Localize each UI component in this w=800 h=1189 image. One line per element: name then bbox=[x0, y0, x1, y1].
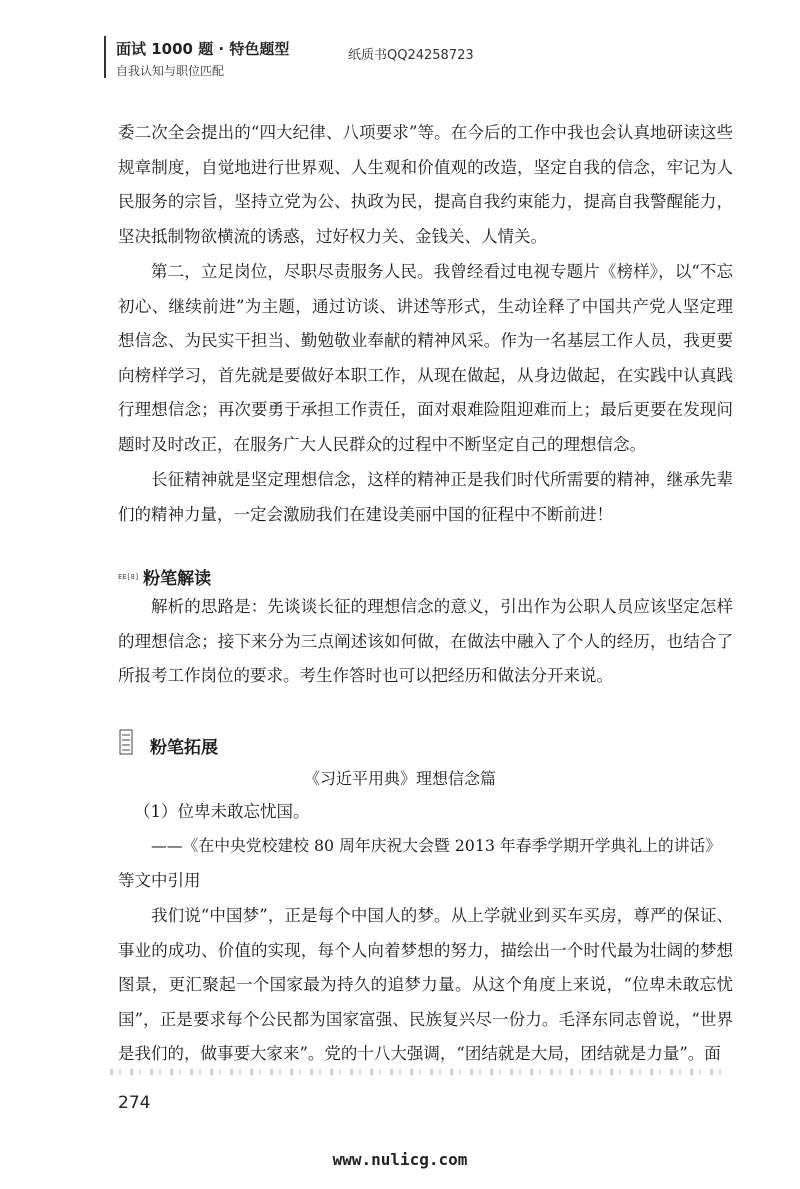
body-paragraph-1: 委二次全会提出的“四大纪律、八项要求”等。在今后的工作中我也会认真地研读这些规章制度，自觉地进行世界观、人生观和价值观的改造，坚定自我的信念，牢记为人民服务的宗旨，坚持立党为公、执政为民，提高自我约束能力，提高自我警醒能力，坚决抵制物欲横流的诱惑，过好权力关、金钱关、人情关。 bbox=[118, 123, 733, 246]
book-title: 面试 1000 题 · 特色题型 bbox=[116, 40, 290, 58]
body-paragraph-2: 第二，立足岗位，尽职尽责服务人民。我曾经看过电视专题片《榜样》，以“不忘初心、继续前进”为主题，通过访谈、讲述等形式，生动诠释了中国共产党人坚定理想信念、为民实干担当、勤勉敬业奉献的精神风采。作为一名基层工作人员，我更要向榜样学习，首先就是要做好本职工作，从现在做起，从身边做起，在实践中认真践行理想信念；再次要勇于承担工作责任，面对艰难险阻迎难而上；最后更要在发现问题时及时改正，在服务广大人民群众的过程中不断坚定自己的理想信念。 bbox=[118, 262, 733, 454]
extension-paragraph: 我们说“中国梦”，正是每个中国人的梦。从上学就业到买车买房，尊严的保证、事业的成功、价值的实现，每个人向着梦想的努力，描绘出一个时代最为壮阔的梦想图景，更汇聚起一个国家最为持久的追梦力量。从这个角度上来说，“位卑未敢忘忧国”，正是要求每个公民都为国家富强、民族复兴尽一份力。毛泽东同志曾说，“世界是我们的，做事要大家来”。党的十八大强调，“团结就是大局，团结就是力量”。面 bbox=[118, 906, 733, 1064]
analysis-paragraph: 解析的思路是：先谈谈长征的理想信念的意义，引出作为公职人员应该坚定怎样的理想信念；接下来分为三点阐述该如何做，在做法中融入了个人的经历，也结合了所报考工作岗位的要求。考生作答时也可以把经历和做法分开来说。 bbox=[118, 597, 733, 686]
extension-subtitle: 《习近平用典》理想信念篇 bbox=[303, 769, 496, 788]
footer-url: www.nulicg.com bbox=[332, 1150, 468, 1169]
analysis-icon: EE[8] bbox=[118, 572, 140, 581]
header-divider bbox=[104, 36, 106, 78]
chapter-title: 自我认知与职位匹配 bbox=[116, 64, 225, 78]
watermark: 纸质书QQ24258723 bbox=[348, 48, 474, 63]
quote-source-cont: 等文中引用 bbox=[118, 871, 201, 890]
analysis-heading-label: 粉笔解读 bbox=[143, 569, 212, 589]
quote-item-1: （1）位卑未敢忘忧国。 bbox=[134, 802, 310, 821]
body-paragraph-3: 长征精神就是坚定理想信念，这样的精神正是我们时代所需要的精神，继承先辈们的精神力量，一定会激励我们在建设美丽中国的征程中不断前进！ bbox=[118, 470, 733, 524]
quote-source: ——《在中央党校建校 80 周年庆祝大会暨 2013 年春季学期开学典礼上的讲话》 bbox=[151, 836, 722, 855]
extension-icon bbox=[119, 729, 133, 755]
analysis-heading bbox=[118, 564, 211, 589]
scan-artifact bbox=[110, 1069, 730, 1075]
page-number: 274 bbox=[118, 1093, 151, 1113]
extension-heading: 粉笔拓展 bbox=[150, 738, 218, 758]
